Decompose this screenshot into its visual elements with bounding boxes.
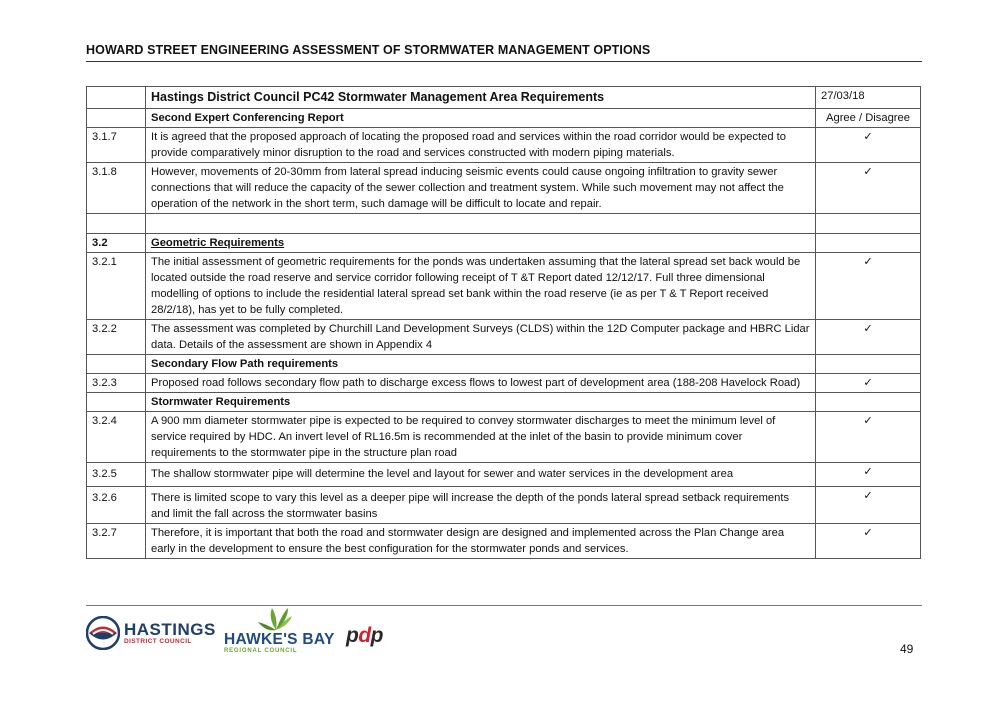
- pdp-logo-left: p: [346, 624, 359, 647]
- hastings-emblem-icon: [86, 616, 120, 650]
- row-text: Therefore, it is important that both the road and stormwater design are designed and implemented across the Plan Change area early in the development to ensure the best configuration for the stormwater ponds and services.: [146, 524, 816, 559]
- row-number: 3.2.5: [87, 463, 146, 487]
- section-heading-row: [87, 234, 921, 253]
- subheading-row: [87, 393, 921, 412]
- agree-check: ✓: [816, 412, 921, 463]
- table-row: [87, 253, 921, 320]
- section-title: Second Expert Conferencing Report: [146, 109, 816, 128]
- hawkes-bay-leaf-icon: [246, 606, 306, 632]
- row-number: 3.2.2: [87, 320, 146, 355]
- footer-divider: [86, 605, 922, 606]
- pdp-logo: [346, 624, 383, 648]
- section-heading: Geometric Requirements: [146, 234, 816, 253]
- requirements-table: [86, 86, 921, 559]
- table-row: [87, 320, 921, 355]
- hastings-logo-sub: DISTRICT COUNCIL: [124, 638, 192, 645]
- subheading: Stormwater Requirements: [146, 393, 816, 412]
- document-title: HOWARD STREET ENGINEERING ASSESSMENT OF STORMWATER MANAGEMENT OPTIONS: [86, 43, 922, 62]
- subheading-row: [87, 355, 921, 374]
- row-text: It is agreed that the proposed approach of locating the proposed road and services within the road corridor would be expected to provide comparatively minor disruption to the road and services constructed with modern piping materials.: [146, 128, 816, 163]
- table-row: [87, 374, 921, 393]
- agree-check: ✓: [816, 524, 921, 559]
- table-title: Hastings District Council PC42 Stormwater Management Area Requirements: [146, 87, 816, 109]
- row-text: A 900 mm diameter stormwater pipe is expected to be required to convey stormwater discharges to meet the minimum level of service required by HDC. An invert level of RL16.5m is recommended at the inlet of the basin to provide minimum cover requirements to the stormwater pipe in the structure plan road: [146, 412, 816, 463]
- agree-check: ✓: [816, 320, 921, 355]
- table-row: [87, 412, 921, 463]
- hawkes-bay-logo-name: HAWKE'S BAY: [224, 631, 335, 648]
- pdp-logo-right: p: [370, 624, 383, 647]
- table-row: [87, 463, 921, 487]
- subheading: Secondary Flow Path requirements: [146, 355, 816, 374]
- table-header-row: [87, 87, 921, 109]
- section-row: [87, 109, 921, 128]
- agree-check: ✓: [816, 253, 921, 320]
- section-number: 3.2: [87, 234, 146, 253]
- hastings-logo-name: HASTINGS: [124, 620, 216, 639]
- agree-column-header: Agree / Disagree: [816, 109, 921, 128]
- report-date: 27/03/18: [816, 87, 921, 109]
- agree-check: ✓: [816, 487, 921, 524]
- row-number: 3.2.3: [87, 374, 146, 393]
- row-number: 3.2.6: [87, 487, 146, 524]
- table-row: [87, 128, 921, 163]
- row-text: The assessment was completed by Churchill Land Development Surveys (CLDS) within the 12D Computer package and HBRC Lidar data. Details of the assessment are shown in Appendix 4: [146, 320, 816, 355]
- row-text: The initial assessment of geometric requirements for the ponds was undertaken assuming that the lateral spread set back would be located outside the road reserve and service corridor following receipt of T &T Report dated 12/12/17. Full three dimensional modelling of options to include the residential lateral spread set bank within the road reserve (ie as per T & T Report received 28/2/18), has yet to be fully completed.: [146, 253, 816, 320]
- row-text: Proposed road follows secondary flow path to discharge excess flows to lowest part of development area (188-208 Havelock Road): [146, 374, 816, 393]
- row-number: 3.1.8: [87, 163, 146, 214]
- page-number: 49: [900, 642, 914, 656]
- hawkes-bay-logo-sub: REGIONAL COUNCIL: [224, 648, 298, 654]
- pdp-logo-mid: d: [358, 624, 371, 647]
- row-text: There is limited scope to vary this level as a deeper pipe will increase the depth of the ponds lateral spread setback requirements and limit the fall across the stormwater basins: [146, 487, 816, 524]
- row-number: 3.2.1: [87, 253, 146, 320]
- row-number: 3.2.7: [87, 524, 146, 559]
- table-row: [87, 487, 921, 524]
- agree-check: ✓: [816, 128, 921, 163]
- agree-check: ✓: [816, 463, 921, 487]
- agree-check: ✓: [816, 163, 921, 214]
- table-row: [87, 524, 921, 559]
- spacer-row: [87, 214, 921, 234]
- table-row: [87, 163, 921, 214]
- row-text: The shallow stormwater pipe will determine the level and layout for sewer and water services in the development area: [146, 463, 816, 487]
- agree-check: ✓: [816, 374, 921, 393]
- header-num-cell: [87, 87, 146, 109]
- row-number: 3.1.7: [87, 128, 146, 163]
- row-number: 3.2.4: [87, 412, 146, 463]
- row-text: However, movements of 20-30mm from lateral spread inducing seismic events could cause ongoing infiltration to gravity sewer connections that will reduce the capacity of the sewer collection and treatment system. While such movement may not affect the operation of the network in the short term, such damage will be difficult to locate and repair.: [146, 163, 816, 214]
